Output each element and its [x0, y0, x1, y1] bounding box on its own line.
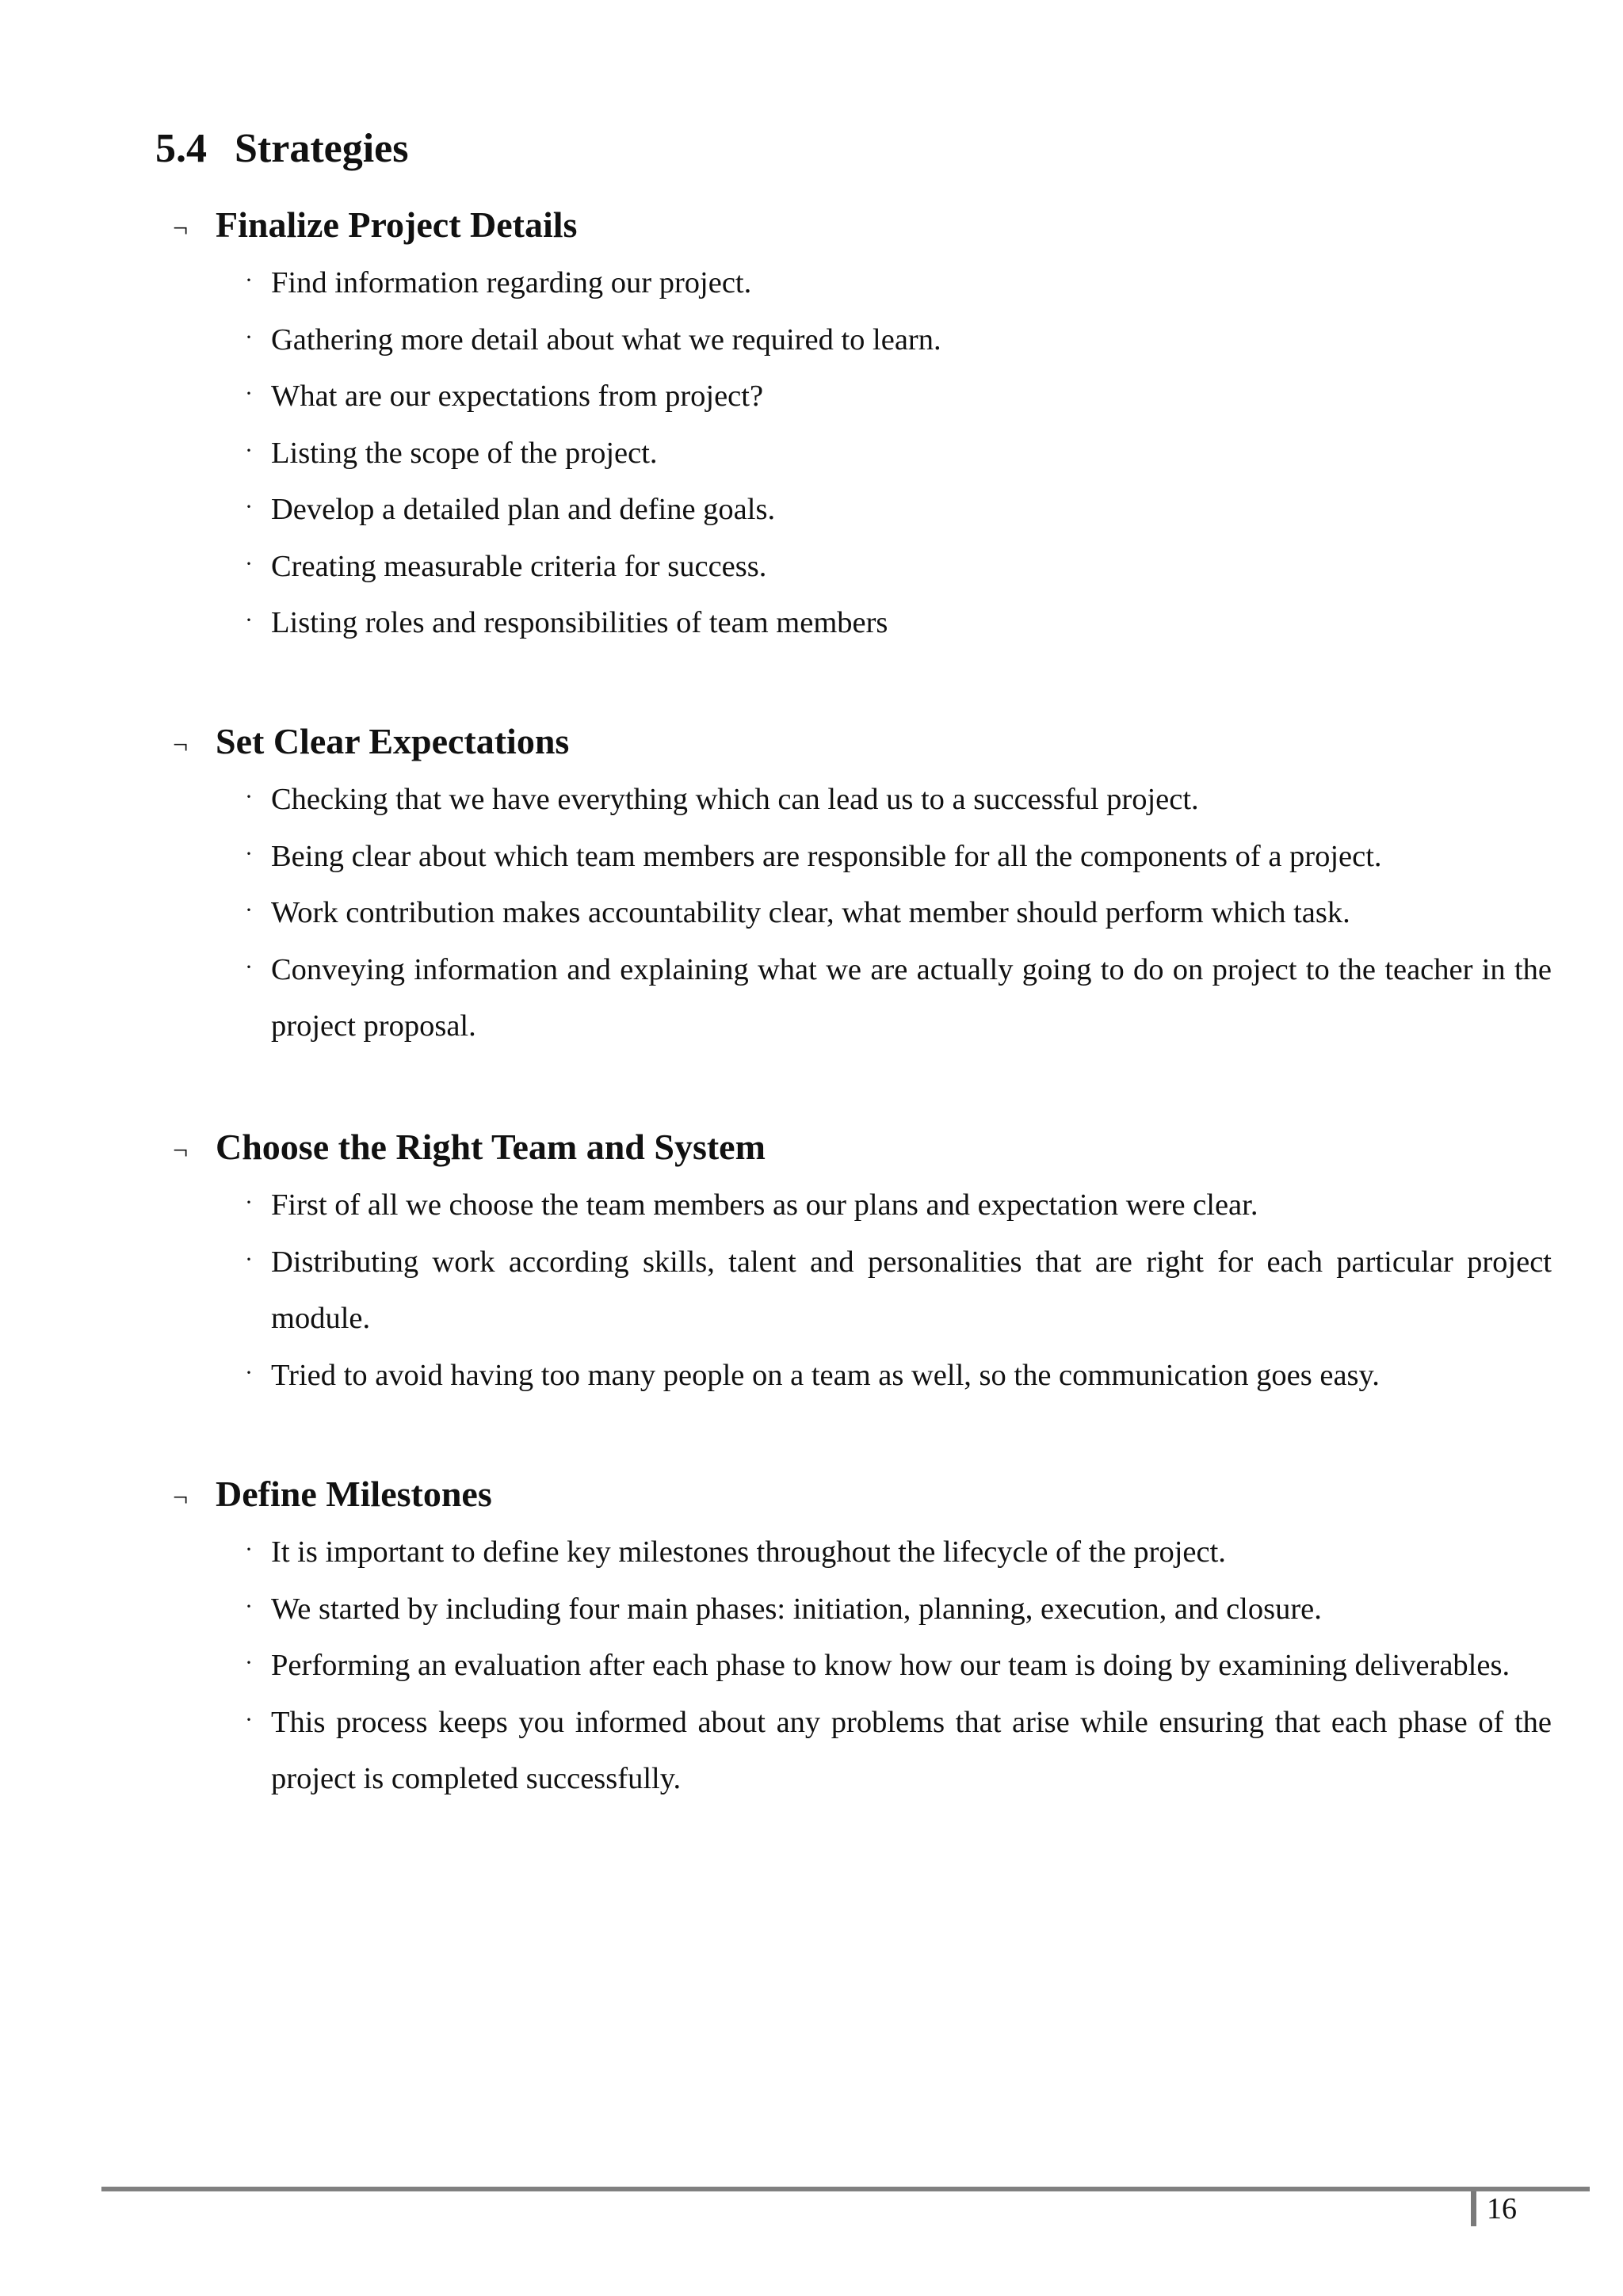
bullet-list: [173, 772, 1552, 1055]
subsection-set-clear-expectations: [173, 710, 1552, 1055]
subsection-heading: [173, 193, 1552, 255]
list-item: [173, 829, 1552, 886]
list-item-text: Develop a detailed plan and define goals.: [271, 493, 776, 526]
section-heading: [155, 120, 408, 177]
bullet-icon: ·: [245, 323, 253, 350]
list-item: [173, 772, 1552, 829]
bullet-icon: ·: [245, 1536, 253, 1562]
list-item: [173, 595, 1552, 652]
subsection-title: Choose the Right Team and System: [216, 1126, 766, 1167]
list-item: [173, 312, 1552, 369]
subsection-finalize-project-details: [173, 193, 1552, 652]
bullet-icon: ·: [245, 1245, 253, 1272]
subsection-choose-right-team: [173, 1116, 1552, 1404]
bullet-icon: ·: [245, 437, 253, 463]
list-item-text: Tried to avoid having too many people on a team as well, so the communication goes easy.: [271, 1358, 1380, 1392]
bullet-icon: ·: [245, 607, 253, 633]
list-item: [173, 482, 1552, 539]
bullet-icon: ·: [245, 494, 253, 520]
list-item: [173, 255, 1552, 312]
list-item-text: Being clear about which team members are responsible for all the components of a project.: [271, 839, 1382, 873]
bullet-icon: ·: [245, 953, 253, 980]
bullet-icon: ·: [245, 1189, 253, 1215]
bullet-icon: ·: [245, 784, 253, 810]
list-item-text: Work contribution makes accountability clear, what member should perform which task.: [271, 896, 1350, 929]
subsection-define-milestones: [173, 1463, 1552, 1808]
list-item-text: Gathering more detail about what we required to learn.: [271, 322, 941, 357]
list-item-text: Find information regarding our project.: [271, 266, 752, 299]
bullet-list: [173, 1524, 1552, 1808]
bullet-icon: ·: [245, 1359, 253, 1386]
list-item-text: First of all we choose the team members as our plans and expectation were clear.: [271, 1188, 1258, 1222]
list-item: [173, 1638, 1552, 1695]
list-item-text: It is important to define key milestones throughout the lifecycle of the project.: [271, 1535, 1226, 1569]
bullet-icon: ·: [245, 1650, 253, 1676]
list-item: [173, 1524, 1552, 1581]
list-item-text: Distributing work according skills, talent and personalities that are right for each particular project module.: [271, 1245, 1552, 1335]
subsection-title: Define Milestones: [216, 1473, 492, 1514]
subsection-heading: [173, 1463, 1552, 1524]
list-item-text: Checking that we have everything which can lead us to a successful project.: [271, 783, 1199, 816]
list-item-text: This process keeps you informed about any problems that arise while ensuring that each phase of the project is completed successfully.: [271, 1705, 1552, 1795]
bullet-icon: ·: [245, 267, 253, 293]
list-item: [173, 942, 1552, 1055]
list-item-text: Conveying information and explaining what we are actually going to do on project to the teacher in the project proposal.: [271, 952, 1552, 1043]
list-item-text: Listing roles and responsibilities of team members: [271, 606, 888, 639]
list-item: [173, 1581, 1552, 1638]
list-item-text: Creating measurable criteria for success.: [271, 549, 767, 583]
subsection-heading: [173, 1116, 1552, 1177]
list-item: [173, 1348, 1552, 1405]
subsection-marker-icon: ¬: [173, 1483, 189, 1512]
list-item: [173, 1177, 1552, 1234]
list-item-text: Listing the scope of the project.: [271, 436, 658, 470]
subsection-marker-icon: ¬: [173, 730, 189, 760]
section-title: Strategies: [235, 126, 409, 171]
footer-divider: [101, 2187, 1590, 2191]
bullet-list: [173, 255, 1552, 652]
bullet-icon: ·: [245, 897, 253, 923]
list-item: [173, 539, 1552, 596]
list-item: [173, 1695, 1552, 1808]
list-item: [173, 885, 1552, 942]
list-item-text: Performing an evaluation after each phase to know how our team is doing by examining deliverables.: [271, 1649, 1510, 1682]
list-item: [173, 1234, 1552, 1348]
list-item: [173, 425, 1552, 482]
subsection-title: Set Clear Expectations: [216, 720, 570, 761]
list-item-text: What are our expectations from project?: [271, 379, 764, 413]
page-number: 16: [1487, 2192, 1517, 2225]
bullet-icon: ·: [245, 1706, 253, 1733]
bullet-icon: ·: [245, 1592, 253, 1619]
subsection-marker-icon: ¬: [173, 214, 189, 243]
subsection-marker-icon: ¬: [173, 1136, 189, 1165]
bullet-icon: ·: [245, 550, 253, 577]
subsection-title: Finalize Project Details: [216, 204, 578, 245]
list-item: [173, 368, 1552, 425]
subsection-heading: [173, 710, 1552, 772]
bullet-icon: ·: [245, 840, 253, 867]
list-item-text: We started by including four main phases: initiation, planning, execution, and closure.: [271, 1592, 1322, 1626]
bullet-icon: ·: [245, 380, 253, 406]
page-number-bar: [1471, 2191, 1476, 2226]
bullet-list: [173, 1177, 1552, 1404]
section-number: 5.4: [155, 126, 207, 171]
